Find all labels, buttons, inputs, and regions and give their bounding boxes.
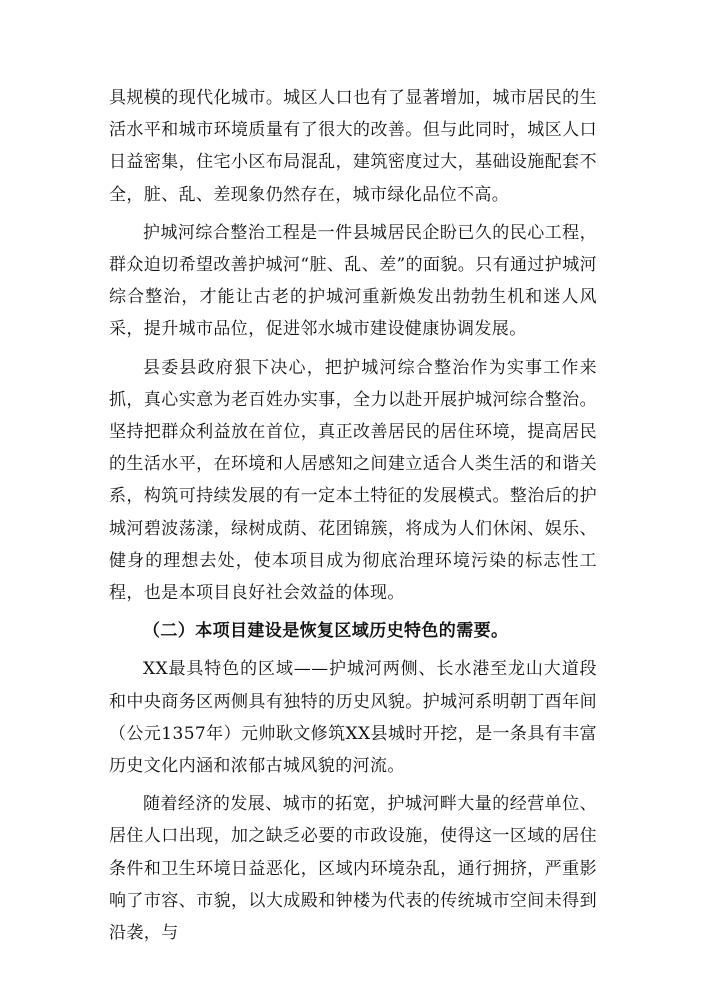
section-heading-history: （二）本项目建设是恢复区域历史特色的需要。 (143, 621, 509, 642)
paragraph-moat-project: 护城河综合整治工程是一件县城居民企盼已久的民心工程，群众迫切希望改善护城河“脏、乱、差”的面貌。只有通过护城河综合整治，才能让古老的护城河重新焕发出勃勃生机和迷人风采，提升城市品位，促进邻水城市建设健康协调发展。 (109, 222, 597, 340)
paragraph-economic-development: 随着经济的发展、城市的拓宽，护城河畔大量的经营单位、居住人口出现，加之缺乏必要的市政设施，使得这一区域的居住条件和卫生环境日益恶化，区域内环境杂乱，通行拥挤，严重影响了市容、市貌，以大成殿和钟楼为代表的传统城市空间未得到沿袭，与 (109, 794, 597, 944)
paragraph-government-commitment: 县委县政府狠下决心，把护城河综合整治作为实事工作来抓，真心实意为老百姓办实事，全力以赴开展护城河综合整治。坚持把群众利益放在首位，真正改善居民的居住环境，提高居民的生活水平，在环境和人居感知之间建立适合人类生活的和谐关系，构筑可持续发展的有一定本土特征的发展模式。整治后的护城河碧波荡漾，绿树成荫、花团锦簇，将成为人们休闲、娱乐、健身的理想去处，使本项目成为彻底治理环境污染的标志性工程，也是本项目良好社会效益的体现。 (109, 357, 597, 604)
document-page (109, 82, 597, 949)
paragraph-urban-status: 具规模的现代化城市。城区人口也有了显著增加，城市居民的生活水平和城市环境质量有了很大的改善。但与此同时，城区人口日益密集，住宅小区布局混乱，建筑密度过大，基础设施配套不全，脏、乱、差现象仍然存在，城市绿化品位不高。 (109, 88, 597, 205)
paragraph-historic-area: XX最具特色的区域——护城河两侧、长水港至龙山大道段和中央商务区两侧具有独特的历史风貌。护城河系明朝丁酉年间（公元1357年）元帅耿文修筑XX县城时开挖，是一条具有丰富历史文化内涵和浓郁古城风貌的河流。 (109, 659, 597, 777)
